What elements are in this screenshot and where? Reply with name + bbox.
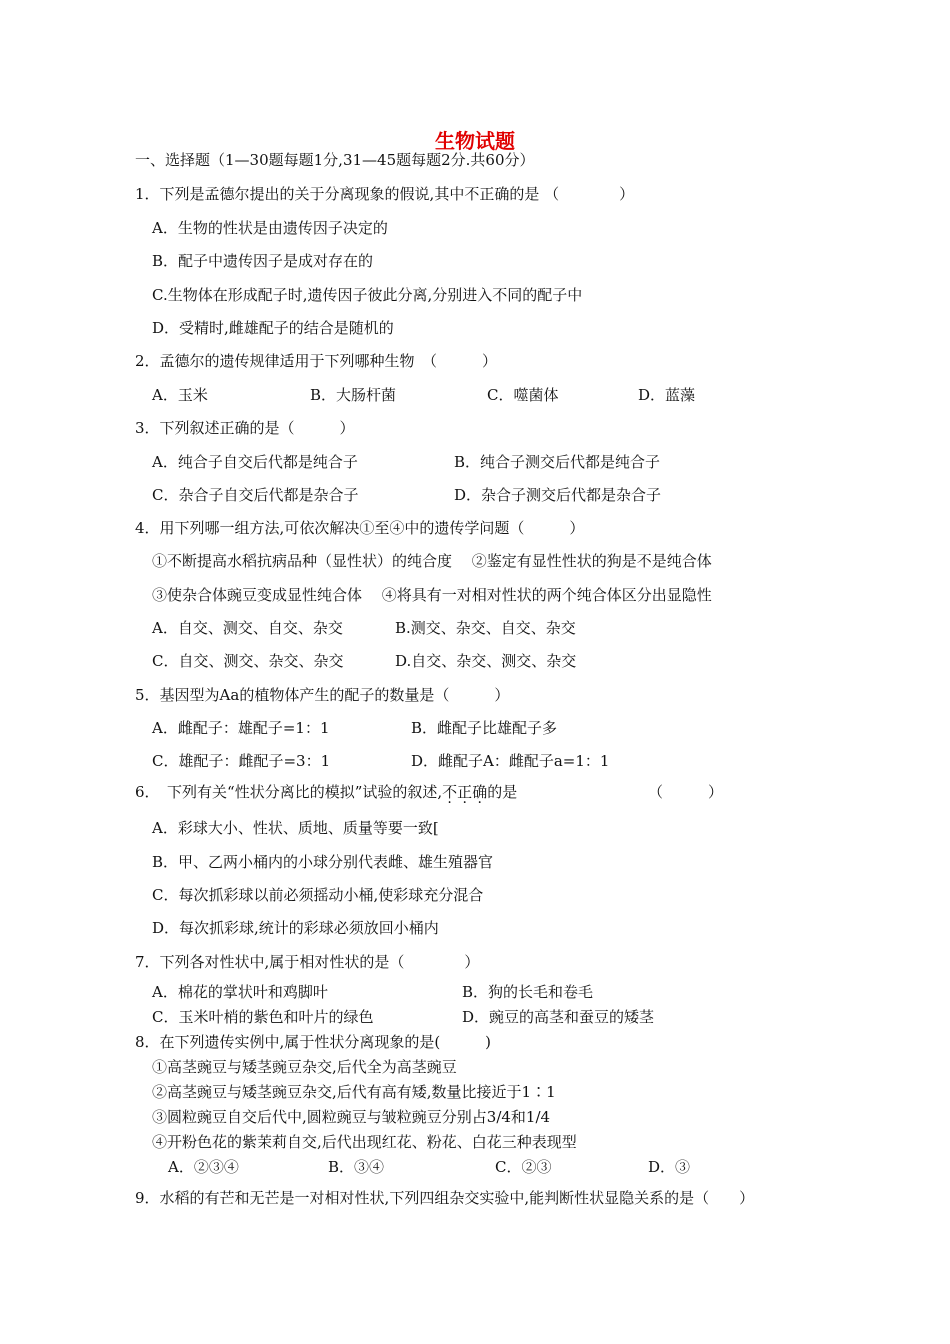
question-3-option-a: A．纯合子自交后代都是纯合子 — [152, 453, 358, 471]
question-5-option-d: D．雌配子A：雌配子a=1：1 — [411, 752, 610, 770]
question-6-emphasis — [442, 783, 487, 801]
question-2-stem: 2．孟德尔的遗传规律适用于下列哪种生物 （ ） — [135, 352, 498, 370]
question-7-option-a: A．棉花的掌状叶和鸡脚叶 — [152, 983, 328, 1001]
question-4-stem: 4．用下列哪一组方法,可依次解决①至④中的遗传学问题（ ） — [135, 519, 585, 537]
question-8-option-a: A．②③④ — [168, 1158, 239, 1176]
question-8-statement-3: ③圆粒豌豆自交后代中,圆粒豌豆与皱粒豌豆分别占3/4和1/4 — [152, 1108, 551, 1126]
emphasis-character: 确 — [472, 783, 488, 801]
question-7-option-d: D．豌豆的高茎和蚕豆的矮茎 — [462, 1008, 655, 1026]
question-2-option-b: B．大肠杆菌 — [310, 386, 397, 404]
question-5-option-a: A．雌配子：雄配子=1：1 — [152, 719, 330, 737]
question-6-option-c: C．每次抓彩球以前必须摇动小桶,使彩球充分混合 — [152, 886, 484, 904]
question-8-option-d: D．③ — [648, 1158, 691, 1176]
question-7-option-b: B．狗的长毛和卷毛 — [462, 983, 594, 1001]
question-7-option-c: C．玉米叶梢的紫色和叶片的绿色 — [152, 1008, 374, 1026]
page-title: 生物试题 — [435, 129, 515, 153]
question-3-stem: 3．下列叙述正确的是（ ） — [135, 419, 355, 437]
question-6-option-b: B．甲、乙两小桶内的小球分别代表雌、雄生殖器官 — [152, 853, 494, 871]
question-3-option-d: D．杂合子测交后代都是杂合子 — [454, 486, 662, 504]
question-2-option-d: D．蓝藻 — [638, 386, 696, 404]
question-6-option-a: A．彩球大小、性状、质地、质量等要一致[ — [152, 819, 439, 837]
question-9-stem: 9．水稻的有芒和无芒是一对相对性状,下列四组杂交实验中,能判断性状显隐关系的是（ ） — [135, 1189, 755, 1207]
question-8-option-c: C．②③ — [495, 1158, 552, 1176]
question-8-stem: 8．在下列遗传实例中,属于性状分离现象的是( ) — [135, 1033, 492, 1051]
question-6-stem-start: 6． 下列有关“性状分离比的模拟”试验的叙述, — [135, 783, 443, 801]
question-6-answer-paren: （ ） — [648, 783, 724, 801]
question-8-statement-1: ①高茎豌豆与矮茎豌豆杂交,后代全为高茎豌豆 — [152, 1058, 457, 1076]
question-5-option-c: C．雄配子：雌配子=3：1 — [152, 752, 331, 770]
question-6-stem-end: 的是 — [487, 783, 518, 801]
question-4-option-b: B.测交、杂交、自交、杂交 — [395, 619, 576, 637]
emphasis-character: 正 — [457, 783, 473, 801]
question-2-option-a: A．玉米 — [152, 386, 208, 404]
question-3-option-c: C．杂合子自交后代都是杂合子 — [152, 486, 359, 504]
question-4-option-a: A．自交、测交、自交、杂交 — [152, 619, 343, 637]
question-8-statement-4: ④开粉色花的紫茉莉自交,后代出现红花、粉花、白花三种表现型 — [152, 1133, 577, 1151]
question-2-option-c: C．噬菌体 — [487, 386, 559, 404]
question-1-option-b: B．配子中遗传因子是成对存在的 — [152, 252, 374, 270]
question-1-option-a: A．生物的性状是由遗传因子决定的 — [152, 219, 388, 237]
question-1-option-d: D．受精时,雌雄配子的结合是随机的 — [152, 319, 394, 337]
question-4-item-line-2: ③使杂合体豌豆变成显性纯合体 ④将具有一对相对性状的两个纯合体区分出显隐性 — [152, 586, 712, 604]
question-4-option-c: C．自交、测交、杂交、杂交 — [152, 652, 344, 670]
section-heading: 一、选择题（1—30题每题1分,31—45题每题2分.共60分） — [135, 151, 535, 169]
question-6-option-d: D．每次抓彩球,统计的彩球必须放回小桶内 — [152, 919, 439, 937]
question-3-option-b: B．纯合子测交后代都是纯合子 — [454, 453, 661, 471]
question-1-option-c: C.生物体在形成配子时,遗传因子彼此分离,分别进入不同的配子中 — [152, 286, 583, 304]
question-5-stem: 5．基因型为Aa的植物体产生的配子的数量是（ ） — [135, 686, 510, 704]
question-8-option-b: B．③④ — [328, 1158, 385, 1176]
question-4-option-d: D.自交、杂交、测交、杂交 — [395, 652, 577, 670]
question-7-stem: 7．下列各对性状中,属于相对性状的是（ ） — [135, 953, 480, 971]
emphasis-character: 不 — [442, 783, 458, 801]
question-5-option-b: B．雌配子比雄配子多 — [411, 719, 558, 737]
question-8-statement-2: ②高茎豌豆与矮茎豌豆杂交,后代有高有矮,数量比接近于1∶1 — [152, 1083, 556, 1101]
question-4-item-line-1: ①不断提高水稻抗病品种（显性状）的纯合度 ②鉴定有显性性状的狗是不是纯合体 — [152, 552, 712, 570]
question-1-stem: 1．下列是孟德尔提出的关于分离现象的假说,其中不正确的是 （ ） — [135, 185, 635, 203]
question-6-stem — [135, 782, 517, 802]
